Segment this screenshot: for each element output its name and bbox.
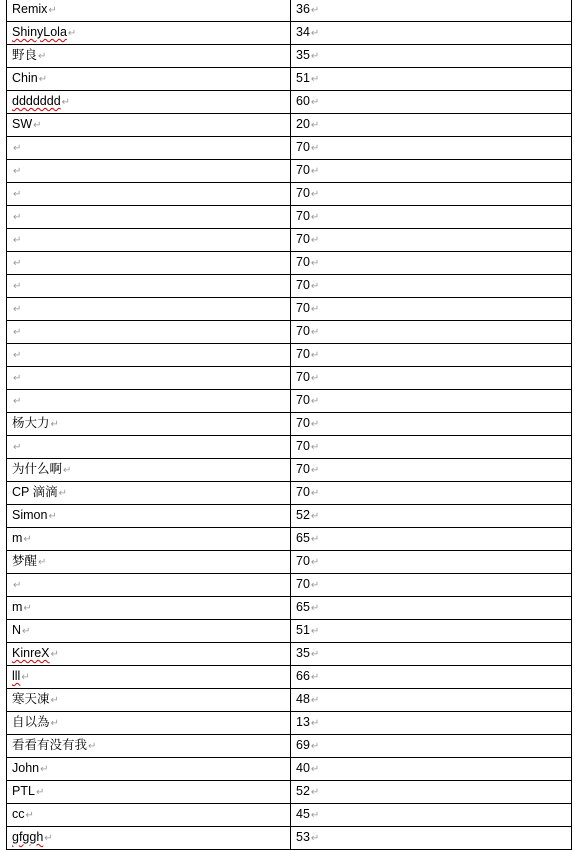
value-cell[interactable] [291,712,572,735]
name-text: PTL [12,784,35,798]
paragraph-mark-icon: ↵ [310,810,320,821]
table-row [7,689,572,712]
paragraph-mark-icon: ↵ [310,419,320,430]
table-row [7,620,572,643]
paragraph-mark-icon: ↵ [44,833,53,844]
name-cell[interactable] [7,781,291,804]
name-cell[interactable] [7,413,291,436]
name-text: SW [12,117,33,131]
table-row [7,436,572,459]
paragraph-mark-icon: ↵ [23,603,32,614]
value-text: 53 [296,830,310,844]
paragraph-mark-icon: ↵ [21,672,30,683]
name-cell[interactable] [7,367,291,390]
name-cell[interactable] [7,45,291,68]
table-row [7,804,572,827]
value-text: 13 [296,715,310,729]
value-text: 40 [296,761,310,775]
value-text: 52 [296,508,310,522]
table-row [7,367,572,390]
name-text: 为什么啊 [12,462,63,476]
paragraph-mark-icon: ↵ [310,833,320,844]
table-row [7,482,572,505]
table-row [7,275,572,298]
value-cell[interactable] [291,804,572,827]
value-cell[interactable] [291,390,572,413]
value-cell[interactable] [291,758,572,781]
name-text: 梦醒 [12,554,38,568]
value-cell[interactable] [291,643,572,666]
table-row [7,298,572,321]
name-text: 自以為 [12,715,50,729]
paragraph-mark-icon: ↵ [310,212,320,223]
value-text: 70 [296,255,310,269]
name-cell[interactable] [7,183,291,206]
value-text: 70 [296,140,310,154]
name-cell[interactable] [7,91,291,114]
paragraph-mark-icon: ↵ [61,97,71,108]
paragraph-mark-icon: ↵ [310,557,320,568]
paragraph-mark-icon: ↵ [310,672,320,683]
name-text: KinreX [12,646,50,660]
value-text: 70 [296,462,310,476]
name-text: ShinyLola [12,25,67,39]
value-text: 70 [296,347,310,361]
paragraph-mark-icon: ↵ [88,741,97,752]
name-cell[interactable] [7,551,291,574]
name-text: 野良 [12,48,38,62]
name-text: lll [12,669,21,683]
name-cell[interactable] [7,321,291,344]
paragraph-mark-icon: ↵ [23,534,32,545]
table-row [7,160,572,183]
value-cell[interactable] [291,482,572,505]
value-cell[interactable] [291,413,572,436]
value-cell[interactable] [291,114,572,137]
paragraph-mark-icon: ↵ [310,695,320,706]
name-cell[interactable] [7,206,291,229]
table-row [7,551,572,574]
table-row [7,252,572,275]
value-text: 35 [296,48,310,62]
name-cell[interactable] [7,597,291,620]
value-text: 52 [296,784,310,798]
paragraph-mark-icon: ↵ [63,465,72,476]
paragraph-mark-icon: ↵ [310,281,320,292]
paragraph-mark-icon: ↵ [35,787,45,798]
paragraph-mark-icon: ↵ [310,741,320,752]
table-row [7,528,572,551]
name-cell[interactable] [7,390,291,413]
value-text: 65 [296,531,310,545]
value-text: 51 [296,623,310,637]
name-cell[interactable] [7,712,291,735]
name-text: m [12,531,23,545]
paragraph-mark-icon: ↵ [38,74,48,85]
name-cell[interactable] [7,528,291,551]
name-cell[interactable] [7,160,291,183]
value-text: 45 [296,807,310,821]
value-cell[interactable] [291,160,572,183]
value-text: 36 [296,2,310,16]
paragraph-mark-icon: ↵ [310,350,320,361]
name-text: 寒天凍 [12,692,50,706]
value-cell[interactable] [291,620,572,643]
name-cell[interactable] [7,735,291,758]
paragraph-mark-icon: ↵ [310,373,320,384]
value-cell[interactable] [291,597,572,620]
name-cell[interactable] [7,436,291,459]
value-text: 35 [296,646,310,660]
value-cell[interactable] [291,528,572,551]
table-row [7,45,572,68]
value-cell[interactable] [291,344,572,367]
name-cell[interactable] [7,275,291,298]
name-cell[interactable] [7,298,291,321]
name-score-table [6,0,572,850]
table-row [7,68,572,91]
paragraph-mark-icon: ↵ [13,143,22,154]
value-cell[interactable] [291,229,572,252]
paragraph-mark-icon: ↵ [40,764,49,775]
value-text: 70 [296,439,310,453]
table-row [7,712,572,735]
value-cell[interactable] [291,459,572,482]
paragraph-mark-icon: ↵ [13,304,22,315]
table-row [7,505,572,528]
paragraph-mark-icon: ↵ [50,649,59,660]
value-text: 70 [296,577,310,591]
value-cell[interactable] [291,137,572,160]
table-row [7,206,572,229]
table-row [7,574,572,597]
value-text: 66 [296,669,310,683]
value-text: 70 [296,163,310,177]
name-cell[interactable] [7,689,291,712]
name-text: gfggh [12,830,44,844]
name-cell[interactable] [7,574,291,597]
value-text: 70 [296,209,310,223]
paragraph-mark-icon: ↵ [310,580,320,591]
name-cell[interactable] [7,505,291,528]
name-cell[interactable] [7,137,291,160]
value-text: 70 [296,485,310,499]
paragraph-mark-icon: ↵ [50,718,59,729]
name-cell[interactable] [7,482,291,505]
value-text: 70 [296,393,310,407]
value-cell[interactable] [291,735,572,758]
name-text: John [12,761,40,775]
name-cell[interactable] [7,804,291,827]
table-row [7,459,572,482]
name-text: 看看有没有我 [12,738,88,752]
paragraph-mark-icon: ↵ [310,718,320,729]
paragraph-mark-icon: ↵ [310,442,320,453]
name-text: Chin [12,71,38,85]
paragraph-mark-icon: ↵ [48,511,57,522]
table-row [7,344,572,367]
value-text: 70 [296,232,310,246]
paragraph-mark-icon: ↵ [310,97,320,108]
paragraph-mark-icon: ↵ [310,511,320,522]
table-row [7,413,572,436]
paragraph-mark-icon: ↵ [38,557,47,568]
name-cell[interactable] [7,620,291,643]
name-cell[interactable] [7,229,291,252]
value-text: 60 [296,94,310,108]
value-cell[interactable] [291,689,572,712]
table-row [7,758,572,781]
paragraph-mark-icon: ↵ [13,580,22,591]
paragraph-mark-icon: ↵ [67,28,77,39]
value-text: 70 [296,416,310,430]
value-text: 34 [296,25,310,39]
name-cell[interactable] [7,344,291,367]
value-text: 69 [296,738,310,752]
paragraph-mark-icon: ↵ [13,373,22,384]
value-cell[interactable] [291,367,572,390]
paragraph-mark-icon: ↵ [22,626,31,637]
paragraph-mark-icon: ↵ [310,51,320,62]
value-cell[interactable] [291,0,572,22]
table-row [7,91,572,114]
name-cell[interactable] [7,666,291,689]
name-cell[interactable] [7,22,291,45]
value-cell[interactable] [291,206,572,229]
paragraph-mark-icon: ↵ [13,235,22,246]
paragraph-mark-icon: ↵ [310,764,320,775]
table-row [7,0,572,22]
paragraph-mark-icon: ↵ [310,120,320,131]
paragraph-mark-icon: ↵ [13,281,22,292]
paragraph-mark-icon: ↵ [310,488,320,499]
paragraph-mark-icon: ↵ [310,327,320,338]
value-cell[interactable] [291,574,572,597]
value-cell[interactable] [291,436,572,459]
table-row [7,183,572,206]
table-row [7,114,572,137]
name-cell[interactable] [7,114,291,137]
paragraph-mark-icon: ↵ [13,350,22,361]
paragraph-mark-icon: ↵ [310,5,320,16]
table-row [7,666,572,689]
paragraph-mark-icon: ↵ [50,695,59,706]
table-row [7,321,572,344]
table-row [7,781,572,804]
name-text: N [12,623,22,637]
table-row [7,22,572,45]
paragraph-mark-icon: ↵ [38,51,47,62]
paragraph-mark-icon: ↵ [310,465,320,476]
name-cell[interactable] [7,252,291,275]
name-cell[interactable] [7,827,291,850]
value-text: 70 [296,186,310,200]
paragraph-mark-icon: ↵ [48,5,57,16]
paragraph-mark-icon: ↵ [310,166,320,177]
value-text: 70 [296,324,310,338]
table-row [7,229,572,252]
name-text: m [12,600,23,614]
value-text: 70 [296,370,310,384]
value-text: 70 [296,301,310,315]
name-text: CP 滴滴 [12,485,58,499]
value-cell[interactable] [291,275,572,298]
paragraph-mark-icon: ↵ [310,235,320,246]
value-cell[interactable] [291,321,572,344]
paragraph-mark-icon: ↵ [310,258,320,269]
table-row [7,643,572,666]
paragraph-mark-icon: ↵ [310,143,320,154]
paragraph-mark-icon: ↵ [33,120,42,131]
table-row [7,390,572,413]
value-cell[interactable] [291,252,572,275]
paragraph-mark-icon: ↵ [25,810,34,821]
table-row [7,827,572,850]
name-cell[interactable] [7,0,291,22]
value-text: 20 [296,117,310,131]
name-text: ddddddd [12,94,61,108]
table-row [7,137,572,160]
value-cell[interactable] [291,781,572,804]
paragraph-mark-icon: ↵ [310,396,320,407]
paragraph-mark-icon: ↵ [310,626,320,637]
paragraph-mark-icon: ↵ [310,603,320,614]
value-text: 70 [296,554,310,568]
paragraph-mark-icon: ↵ [13,258,22,269]
paragraph-mark-icon: ↵ [13,442,22,453]
paragraph-mark-icon: ↵ [310,304,320,315]
paragraph-mark-icon: ↵ [13,327,22,338]
value-text: 65 [296,600,310,614]
table-row [7,735,572,758]
name-cell[interactable] [7,758,291,781]
value-text: 48 [296,692,310,706]
paragraph-mark-icon: ↵ [13,212,22,223]
paragraph-mark-icon: ↵ [58,488,68,499]
value-text: 51 [296,71,310,85]
value-cell[interactable] [291,666,572,689]
name-text: cc [12,807,25,821]
paragraph-mark-icon: ↵ [50,419,59,430]
paragraph-mark-icon: ↵ [310,787,320,798]
name-cell[interactable] [7,459,291,482]
paragraph-mark-icon: ↵ [13,396,22,407]
table-body [7,0,572,850]
paragraph-mark-icon: ↵ [310,189,320,200]
name-text: Remix [12,2,48,16]
value-cell[interactable] [291,827,572,850]
value-cell[interactable] [291,505,572,528]
paragraph-mark-icon: ↵ [310,534,320,545]
value-text: 70 [296,278,310,292]
paragraph-mark-icon: ↵ [310,74,320,85]
name-text: 杨大力 [12,416,50,430]
value-cell[interactable] [291,183,572,206]
value-cell[interactable] [291,68,572,91]
value-cell[interactable] [291,45,572,68]
paragraph-mark-icon: ↵ [13,189,22,200]
name-text: Simon [12,508,48,522]
paragraph-mark-icon: ↵ [310,649,320,660]
value-cell[interactable] [291,22,572,45]
name-cell[interactable] [7,68,291,91]
paragraph-mark-icon: ↵ [13,166,22,177]
name-cell[interactable] [7,643,291,666]
table-row [7,597,572,620]
paragraph-mark-icon: ↵ [310,28,320,39]
value-cell[interactable] [291,91,572,114]
value-cell[interactable] [291,551,572,574]
value-cell[interactable] [291,298,572,321]
